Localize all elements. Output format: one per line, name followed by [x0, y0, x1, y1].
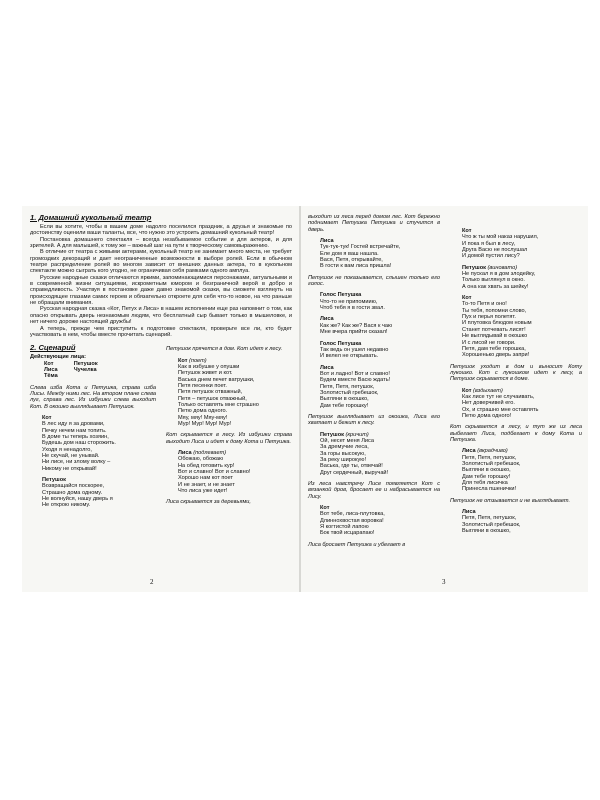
role-note: (поет) [189, 357, 207, 364]
verse-line: Нет доверчивей его. [462, 400, 515, 407]
stage-direction: Петушок уходит в дом и выносит Коту лукошко. Кот с лукошком идет к лесу, а Петушок скрывается в доме. [450, 363, 582, 383]
stage-direction: Лиса бросает Петушка и убегает в [308, 541, 406, 548]
role-note: (вздыхает) [473, 387, 503, 394]
verse-line: Петя, Петя, петушок, [462, 454, 517, 461]
verse-line: И не знает, и не знает [178, 481, 235, 488]
speech-block [320, 505, 440, 537]
verse-line: Что лиса уже идет! [178, 488, 228, 495]
paragraph: А теперь, прежде чем приступить к подготовке спектакля, проверьте все ли, кто будет участвовать в нем, чтобы вместе прочитать сценарий. [30, 325, 292, 338]
verse-line: Для тебя лисичка [462, 480, 508, 487]
verse-line: Ни лисе, ни злому волку – [42, 459, 111, 466]
role-name: Лиса [320, 364, 334, 371]
verse-line: Что-то не припомиию, [320, 298, 378, 305]
verse-line: Петя – петушок отважный, [178, 395, 247, 402]
stage-direction: Кот скрывается в лесу. Из избушки справа выходит Лиса и идет к дому Кота и Петушка. [166, 432, 292, 445]
verse-line: Что ж ты мой наказ нарушил, [462, 234, 539, 241]
verse-line: Как в избушке у опушки [178, 363, 240, 370]
paragraph: Если вы хотите, чтобы в вашем доме надолго поселился праздник, а друзья и знакомые по достоинству оценили ваши таланты, все, что нужно это устроить домашний кукольный театр! [30, 224, 292, 237]
verse-line: Мур! Мур! Мур! Мур! [178, 420, 232, 427]
speech-block [462, 509, 582, 534]
verse-line: За реку широкую! [320, 457, 367, 463]
verse-line: Петя, дам тебе горошка, [462, 345, 526, 352]
stage-direction: Кот скрывается в лесу, и тут же из леса выбегает Лиса, подбегает к дому Кота и Петушка. [450, 424, 582, 443]
verse-line: Друга Васю не послушал [462, 247, 528, 254]
verse-line: Хорошо нам кот поет [178, 475, 233, 482]
verse-line: За дремучие леса, [320, 444, 369, 451]
page-number-right: 3 [442, 578, 446, 586]
speech-block [320, 365, 440, 409]
verse-line: Чтоб тебя я в гости звал. [320, 305, 385, 312]
stage-direction: Петушок прячется в дом. Кот идет к лесу. [166, 346, 283, 353]
role-name: Петушок [462, 264, 486, 271]
speech-block [42, 477, 156, 509]
verse-line: Только оставлять мне страшно [178, 401, 259, 408]
verse-line: Длиннохвостая воровка! [320, 517, 384, 524]
speech-block [462, 295, 582, 358]
verse-line: Бок твой исцарапаю! [320, 530, 375, 537]
role-name: Голос Петушка [320, 292, 362, 299]
verse-line: Я когтистой лапою [320, 524, 369, 531]
speech-block [320, 292, 440, 311]
verse-line: Вот тебе, лиса-плутовка, [320, 511, 385, 518]
role-name: Кот [462, 387, 472, 394]
speech-block [462, 448, 582, 492]
verse-line: Петя, Петя, петушок, [320, 383, 375, 390]
speech-block [462, 388, 582, 420]
stage-direction: Петушок не показывается, слышен только его голос. [308, 274, 440, 288]
role-name: Лиса [320, 238, 334, 245]
verse-line: Петушок живет и кот. [178, 370, 233, 377]
verse-line: Хорошенько дверь запри! [462, 352, 530, 359]
cast-list [44, 361, 156, 380]
verse-line: И домой пустил лису? [462, 253, 520, 260]
role-name: Лиса [462, 509, 476, 516]
cast-name: Кот [44, 360, 54, 367]
section-title-1: 1. Домашний кукольный театр [30, 213, 152, 222]
speech-block [320, 238, 440, 270]
speech-block [320, 341, 440, 360]
verse-line: Петя песенки поет. [178, 382, 227, 389]
verse-line: Вася, Петя, открывайте, [320, 257, 383, 264]
role-name: Кот [42, 414, 52, 421]
speech-block [178, 358, 292, 428]
role-name: Кот [320, 505, 330, 512]
verse-line: Как же? Как же? Вася к чаю [320, 322, 393, 329]
verse-line: За горы высокую, [320, 450, 366, 457]
verse-line: И с лисой не говори. [462, 339, 516, 346]
verse-line: Не скучай, не унывай. [42, 453, 100, 459]
verse-line: Друг сердечный, выручай! [320, 469, 389, 476]
cast-title: Действующие лица: [30, 354, 86, 361]
left-page [30, 214, 292, 509]
verse-line: Выгляни в окошко, [320, 396, 369, 403]
verse-line: Васька днем печет ватрушки, [178, 376, 255, 383]
verse-line: Тук-тук-тук! Гостей встречайте, [320, 244, 401, 251]
cast-name: Чучелка [73, 366, 97, 373]
page-number-left: 2 [150, 578, 154, 586]
verse-line: На обед готовить кур! [178, 462, 235, 469]
verse-line: И пока я был в лесу, [462, 240, 516, 247]
verse-line: Петю дома одного. [178, 408, 228, 415]
verse-line: Станет потчевать лисят! [462, 326, 526, 333]
role-name: Голос Петушка [320, 340, 362, 347]
verse-line: Пух и перья полетят. [462, 314, 516, 321]
verse-line: И плутовка блюдом новым [462, 320, 532, 327]
stage-direction: Из леса навстречу Лисе появляется Кот с вязанкой дров, бросает ее и набрасывается на Лису. [308, 481, 440, 500]
role-name: Кот [462, 295, 472, 302]
verse-line: Обожаю, обожаю [178, 456, 224, 463]
verse-line: Петя петушок отважный, [178, 389, 243, 396]
verse-line: Не волнуйся, нашу дверь я [42, 496, 113, 503]
stage-direction: Петушок не отзывается и не выглядывает. [450, 497, 571, 504]
speech-block [462, 265, 582, 290]
verse-line: Вот и славно! Вот и славно! [178, 469, 251, 476]
speech-block [320, 316, 440, 335]
cast-name: Тёма [44, 373, 58, 380]
role-name: Лиса [462, 448, 476, 455]
role-note: (подлевает) [193, 450, 227, 456]
verse-line: То-то Петя и оно! [462, 301, 507, 308]
role-name: Кот [178, 357, 188, 364]
verse-line: Вот и ладно! Вот и славно! [320, 370, 390, 377]
verse-line: Как лисе тут не случаивать, [462, 393, 535, 400]
verse-line: Дам тебе горошку! [320, 402, 369, 409]
book-gutter [299, 206, 301, 592]
speech-block [462, 228, 582, 260]
stage-direction: Петушок выглядывает из окошка, Лиса его хватает и бежит к лесу. [308, 413, 440, 427]
cast-name: Петушок [73, 360, 98, 367]
verse-line: Только выглянул в окно. [462, 277, 525, 284]
verse-line: Петя, Петя, петушок, [462, 515, 517, 522]
stage-direction: Лиса скрывается за деревьями, [166, 499, 251, 506]
stage-direction: выходит из леса перед домом лес. Кот бережно поднимает Петушка Петушка и стучится в дверь. [308, 214, 440, 233]
verse-line: Будем вместе Васю ждать! [320, 377, 391, 384]
verse-line: А она как хвать за шейку! [462, 283, 529, 290]
verse-line: Выгляни в окошко, [462, 528, 511, 535]
verse-line: Выгляни в окошко, [462, 467, 511, 474]
role-note: (вкрадчиво) [477, 448, 508, 455]
verse-line: Страшно дома одному. [42, 489, 103, 496]
verse-line: Никому не открывай! [42, 465, 97, 472]
verse-line: Еле дом я ваш нашла. [320, 250, 379, 257]
speech-block [320, 432, 440, 476]
role-note: (виновато) [487, 264, 518, 271]
verse-line: Печку нечем нам топить. [42, 427, 107, 434]
speech-block [42, 415, 156, 472]
stage-direction: Слева изба Кота и Петушка, справа изба Лисы. Между ними лес. На втором плане слева луг, справа лес. Из избушки слева выходит Кот. В окошко выглядывает Петушок. [30, 384, 156, 410]
verse-line: Не пускал я в дом злодейку, [462, 271, 536, 278]
verse-line: Не выглядывай в окошко [462, 333, 528, 340]
verse-line: Мяу, мяу! Мяу-мяу! [178, 414, 228, 421]
paragraph: Русская народная сказка «Кот, Петух и Лиса» в нашем исполнении еще раз напомнит о том, как опасно открывать дверь незнакомым людям, что бесплатный сыр бывает только в мышеловке, и нет ничего дороже настоящей дружбы! [30, 306, 292, 326]
verse-line: Золотистый гребешок, [462, 461, 521, 467]
verse-line: Ты тебя, попомни слово, [462, 307, 527, 314]
verse-line: Возвращайся поскорее, [42, 483, 105, 490]
role-name: Петушок [42, 477, 66, 484]
verse-line: Ой, несет меня Лиса [320, 437, 374, 444]
verse-line: В доме ты теперь хозяин, [42, 433, 109, 440]
role-name: Лиса [178, 450, 192, 456]
paragraph: Русские народные сказки отличаются яркими, запоминающимися персонажами, актуальными и в современной жизни ситуациями, искрометным юмором и безграничной верой в добро и справедливость. Участвуя в постановке даже давно знакомой сказки, вы сможете взглянуть на происходящее глазами самих героев и обязательно откроете для себя что-то новое, на что раньше не обращали внимания. [30, 274, 292, 307]
verse-line: Так ведь он ушел недавно [320, 346, 389, 353]
role-name: Кот [462, 228, 472, 234]
verse-line: В лес иду я за дровами, [42, 421, 105, 428]
right-page [308, 214, 582, 548]
verse-line: И велел не открывать. [320, 353, 379, 360]
paragraph: Постановка домашнего спектакля – всегда незабываемое событие и для актеров, и для зрителей. А для малышей, к тому же – важный шаг на пути к творческому самовыражению. [30, 236, 292, 250]
role-name: Петушок [320, 431, 344, 438]
verse-line: Не открою никому. [42, 502, 91, 509]
verse-line: Мне вчера прийти сказал! [320, 329, 388, 336]
verse-line: Петю дома одного! [462, 412, 512, 419]
verse-line: Принесла пшенички! [462, 486, 517, 493]
cast-name: Лиса [44, 366, 58, 373]
paragraph: В отличие от театра с живыми актерами, кукольный театр не занимает много места, не требует громоздких декораций и дает неограниченные возможности в выборе ролей. Если в обычном театре распределение ролей во многом зависит от внешних данных актера, то в кукольном спектакле можно сыграть кого угодно, не ограничивая себя рамками одного амплуа. [30, 249, 292, 275]
verse-line: В гости к вам лиса пришла! [320, 263, 392, 270]
verse-line: Золотистый гребешок, [320, 389, 379, 396]
verse-line: Будешь дом наш сторожить. [42, 440, 116, 447]
verse-line: Ох, и страшно мне оставлять [462, 406, 539, 413]
verse-line: Уходя я ненадолго, [42, 446, 92, 453]
section-title-2: 2. Сценарий [30, 343, 76, 353]
verse-line: Дам тебе горошку! [462, 473, 511, 480]
role-name: Лиса [320, 316, 334, 323]
verse-line: Золотистый гребешок, [462, 521, 521, 528]
speech-block [178, 450, 292, 494]
verse-line: Васька, где ты, отвечай! [320, 463, 383, 470]
role-note: (кричит) [345, 431, 369, 438]
